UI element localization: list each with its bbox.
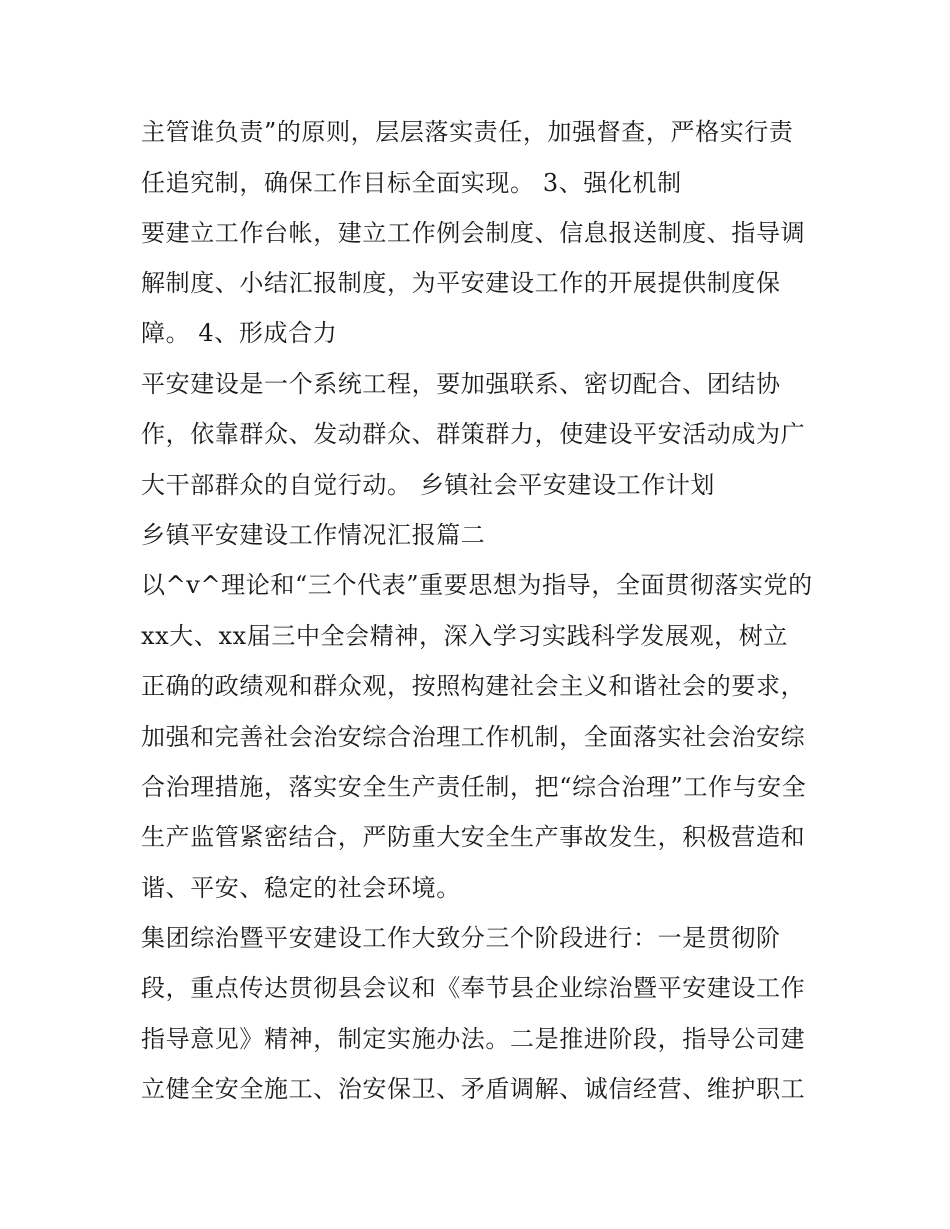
text-line: 主管谁负责”的原则，层层落实责任，加强督查，严格实行责 [141,118,794,146]
text-line: 平安建设是一个系统工程，要加强联系、密切配合、团结协 [141,370,781,398]
text-line: 指导意见》精神，制定实施办法。二是推进阶段，指导公司建 [141,1025,806,1053]
text-line: xx大、xx届三中全会精神，深入学习实践科学发展观，树立 [141,622,788,650]
text-line: 大干部群众的自觉行动。 乡镇社会平安建设工作计划 [141,471,716,499]
text-line: 合治理措施，落实安全生产责任制，把“综合治理”工作与安全 [141,773,807,801]
section-heading: 乡镇平安建设工作情况汇报篇二 [141,521,486,549]
text-line: 任追究制，确保工作目标全面实现。 3、强化机制 [141,169,682,197]
text-line: 加强和完善社会治安综合治理工作机制，全面落实社会治安综 [141,723,806,751]
text-line: 要建立工作台帐，建立工作例会制度、信息报送制度、指导调 [141,219,806,247]
text-line: 障。 4、形成合力 [141,319,338,347]
text-line: 谐、平安、稳定的社会环境。 [141,874,461,902]
text-line: 作，依靠群众、发动群众、群策群力，使建设平安活动成为广 [141,420,806,448]
text-line: 生产监管紧密结合，严防重大安全生产事故发生，积极营造和 [141,823,806,851]
text-line: 立健全安全施工、治安保卫、矛盾调解、诚信经营、维护职工 [141,1075,806,1103]
text-line: 以^v^理论和“三个代表”重要思想为指导，全面贯彻落实党的 [141,571,813,599]
text-line: 段，重点传达贯彻县会议和《奉节县企业综治暨平安建设工作 [141,974,806,1002]
text-line: 解制度、小结汇报制度，为平安建设工作的开展提供制度保 [141,269,781,297]
text-line: 正确的政绩观和群众观，按照构建社会主义和谐社会的要求， [141,672,806,700]
text-line: 集团综治暨平安建设工作大致分三个阶段进行：一是贯彻阶 [141,924,781,952]
